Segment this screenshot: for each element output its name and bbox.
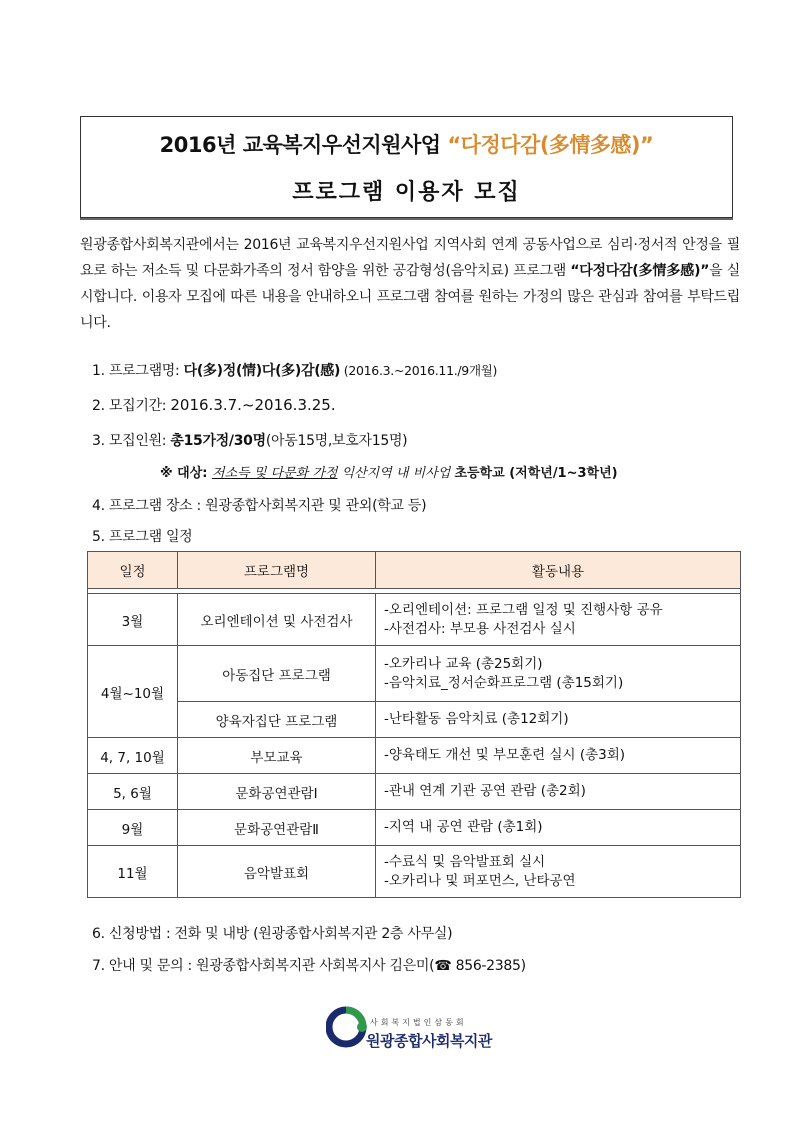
row-program: 부모교육 — [178, 738, 376, 774]
item-schedule-heading: 5. 프로그램 일정 — [92, 529, 193, 545]
title-prefix: 2016년 교육복지우선지원사업 — [159, 133, 448, 157]
item-recruit-count — [92, 430, 407, 450]
item-3-detail: (아동15명,보호자15명) — [265, 433, 408, 449]
row-activities — [376, 810, 741, 846]
row-activities — [376, 646, 741, 702]
row-date: 11월 — [88, 846, 178, 898]
schedule-table — [87, 551, 741, 898]
row-program: 문화공연관람Ⅱ — [178, 810, 376, 846]
intro-part-1: 원광종합사회복지관에서는 2016년 교육복지우선지원사업 지역사회 연계 공동사업으로 심리·정서적 안정을 필요로 하는 저소득 및 다문화가족의 정서 함양을 위한 공감형성(음악치료) 프로그램 — [80, 237, 740, 279]
title-line-2: 프로그램 이용자 모집 — [292, 180, 521, 205]
logo-small-text: 사회복지법인삼동회 — [370, 1018, 467, 1027]
title-accent: “다정다감(多情多感)” — [447, 133, 654, 157]
logo-main-text: 원광종합사회복지관 — [366, 1032, 492, 1050]
item-3-value: 총15가정/30명 — [170, 433, 266, 449]
item-recruit-period — [92, 395, 336, 415]
item-3-label: 3. 모집인원: — [92, 433, 171, 449]
activity-line: -음악치료_정서순화프로그램 (총15회기) — [384, 674, 624, 691]
title-box — [80, 116, 733, 218]
item-1-label: 1. 프로그램명: — [92, 363, 184, 379]
activity-line: -지역 내 공연 관람 (총1회) — [384, 819, 543, 835]
table-row — [88, 810, 741, 846]
target-grade: (저학년/1~3학년) — [504, 466, 618, 481]
target-italic: 익산지역 내 비사업 — [337, 466, 455, 481]
row-date: 4월~10월 — [88, 646, 178, 738]
table-row — [88, 646, 741, 702]
table-row — [88, 702, 741, 738]
intro-part-2: 을 실시합니다. 이용자 모집에 따른 내용을 안내하오니 프로그램 참여를 원하는 가정의 많은 관심과 참여를 부탁드립니다. — [80, 263, 740, 331]
activity-line: -오카리나 교육 (총25회기) — [384, 655, 543, 672]
title-line-1 — [81, 129, 732, 159]
organization-logo-icon — [326, 1005, 370, 1049]
row-program: 문화공연관람Ⅰ — [178, 774, 376, 810]
table-row — [88, 738, 741, 774]
item-program-name — [92, 360, 497, 380]
intro-paragraph — [80, 232, 740, 336]
activity-line: -사전검사: 부모용 사전검사 실시 — [384, 620, 576, 637]
row-program: 양육자집단 프로그램 — [178, 702, 376, 738]
item-location: 4. 프로그램 장소 : 원광종합사회복지관 및 관외(학교 등) — [92, 498, 427, 514]
item-contact: 7. 안내 및 문의 : 원광종합사회복지관 사회복지사 김은미(☎ 856-2385) — [92, 958, 526, 974]
row-date: 9월 — [88, 810, 178, 846]
activity-line: -오리엔테이션: 프로그램 일정 및 진행사항 공유 — [384, 601, 663, 618]
target-underline: 저소득 및 다문화 가정 — [212, 466, 338, 481]
header-date: 일정 — [88, 552, 178, 589]
row-date: 5, 6월 — [88, 774, 178, 810]
activity-line: -양육태도 개선 및 부모훈련 실시 (총3회) — [384, 747, 626, 763]
table-row — [88, 846, 741, 898]
table-row — [88, 594, 741, 646]
item-1-value: 다(多)정(情)다(多)감(感) — [183, 363, 341, 379]
table-header-row — [88, 552, 741, 589]
header-activities: 활동내용 — [376, 552, 741, 589]
target-note — [160, 462, 618, 481]
item-apply-method: 6. 신청방법 : 전화 및 내방 (원광종합사회복지관 2층 사무실) — [92, 926, 453, 942]
item-2-value: 2016.3.7.~2016.3.25. — [170, 396, 336, 414]
row-program: 아동집단 프로그램 — [178, 646, 376, 702]
activity-line: -수료식 및 음악발표회 실시 — [384, 853, 546, 870]
row-date: 4, 7, 10월 — [88, 738, 178, 774]
row-date: 3월 — [88, 594, 178, 646]
item-1-period: (2016.3.~2016.11./9개월) — [340, 363, 498, 378]
row-activities — [376, 738, 741, 774]
row-activities — [376, 774, 741, 810]
header-program: 프로그램명 — [178, 552, 376, 589]
row-program: 음악발표회 — [178, 846, 376, 898]
target-school: 초등학교 — [454, 466, 505, 481]
row-activities — [376, 846, 741, 898]
row-activities — [376, 594, 741, 646]
item-2-label: 2. 모집기간: — [92, 398, 171, 414]
footer-logo — [326, 1003, 516, 1049]
target-prefix: ※ 대상: — [160, 466, 213, 481]
row-program: 오리엔테이션 및 사전검사 — [178, 594, 376, 646]
activity-line: -오카리나 및 퍼포먼스, 난타공연 — [384, 872, 576, 889]
activity-line: -관내 연계 기관 공연 관람 (총2회) — [384, 783, 586, 799]
intro-emphasis: “다정다감(多情多感)” — [570, 263, 710, 279]
row-activities — [376, 702, 741, 738]
table-row — [88, 774, 741, 810]
activity-line: -난타활동 음악치료 (총12회기) — [384, 711, 569, 727]
